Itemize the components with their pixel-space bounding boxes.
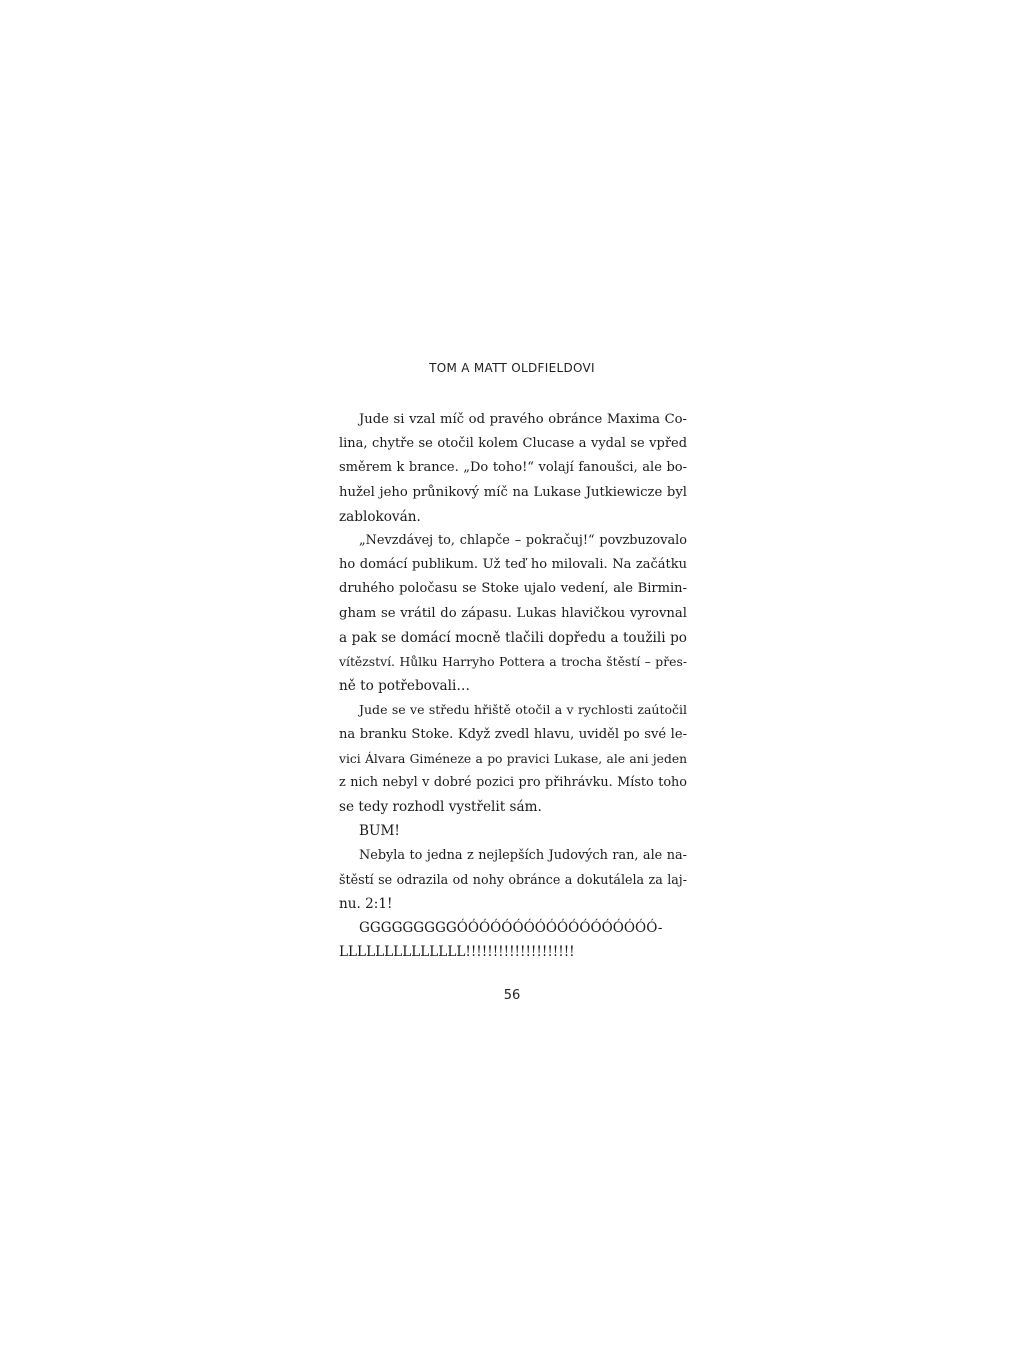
body-text — [339, 408, 687, 965]
text-line: Jude si vzal míč od pravého obránce Maxima Co- — [359, 412, 687, 427]
paragraph-4 — [339, 819, 687, 843]
paragraph-5 — [339, 844, 687, 917]
text-line: GGGGGGGGGÓÓÓÓÓÓÓÓÓÓÓÓÓÓÓÓÓÓ- — [359, 920, 663, 937]
text-line: druhého poločasu se Stoke ujalo vedení, ale Birmin- — [339, 581, 687, 597]
text-line: Nebyla to jedna z nejlepších Judových ran, ale na- — [359, 847, 687, 863]
text-line: ně to potřebovali… — [339, 678, 470, 695]
text-line: vítězství. Hůlku Harryho Pottera a trocha štěstí – přes- — [339, 654, 687, 670]
running-head: TOM A MATT OLDFIELDOVI — [429, 361, 595, 375]
text-line: BUM! — [359, 823, 400, 840]
paragraph-3 — [339, 698, 687, 819]
text-line: a pak se domácí mocně tlačili dopředu a toužili po — [339, 629, 687, 646]
page-number: 56 — [503, 988, 521, 1003]
text-line: z nich nebyl v dobré pozici pro přihrávku. Místo toho — [339, 775, 687, 791]
text-line: gham se vrátil do zápasu. Lukas hlavičkou vyrovnal — [339, 605, 687, 621]
text-line: štěstí se odrazila od nohy obránce a dokutálela za laj- — [339, 871, 687, 887]
paragraph-6 — [339, 916, 687, 964]
text-line: vici Álvara Giméneze a po pravici Lukase, ale ani jeden — [339, 751, 687, 766]
text-line: hužel jeho průnikový míč na Lukase Jutkiewicze byl — [339, 484, 687, 500]
text-line: Jude se ve středu hřiště otočil a v rychlosti zaútočil — [359, 702, 687, 718]
paragraph-1 — [339, 408, 687, 529]
text-line: LLLLLLLLLLLLLL!!!!!!!!!!!!!!!!!!!! — [339, 944, 575, 961]
text-line: lina, chytře se otočil kolem Clucase a vydal se vpřed — [339, 436, 687, 452]
text-line: „Nevzdávej to, chlapče – pokračuj!“ povzbuzovalo — [359, 533, 687, 549]
text-line: se tedy rozhodl vystřelit sám. — [339, 799, 542, 816]
text-line: na branku Stoke. Když zvedl hlavu, uviděl po své le- — [339, 726, 687, 742]
paragraph-2 — [339, 529, 687, 698]
text-line: zablokován. — [339, 508, 421, 525]
text-line: ho domácí publikum. Už teď ho milovali. Na začátku — [339, 557, 687, 573]
text-line: nu. 2:1! — [339, 896, 393, 913]
text-line: směrem k brance. „Do toho!“ volají fanoušci, ale bo- — [339, 460, 687, 476]
